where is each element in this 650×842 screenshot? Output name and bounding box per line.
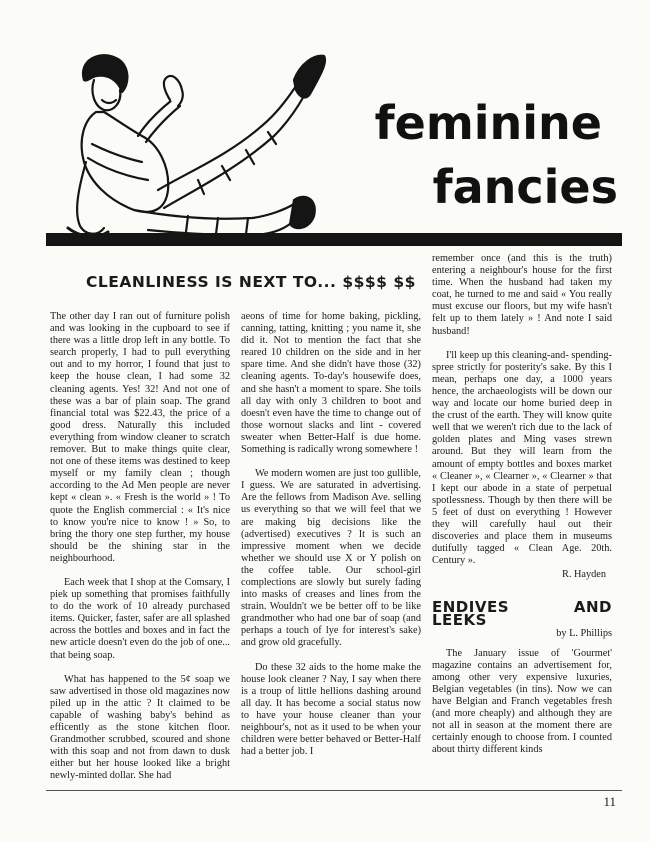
paragraph: aeons of time for home baking, pickling, canning, tatting, knitting ; you name it, she did it. Not to mention the fact that she reared 10 children on the side and in her spare time. And she didn't have those (32) cleaning agents. To-day's housewife does, and she hasn't a moment to spare. She toils all day with only 3 children to boot and doesn't even have the time to change out of those wornout slacks and lint - covered sweater when Better-Half is due home. Something is radically wrong somewhere ! (241, 311, 421, 456)
paragraph: Each week that I shop at the Comsary, I piek up something that promises faithfully to do the work of 10 already purchased items. Quicker, faster, safer are all splashed across the bottles and boxes and in fact the new article doesn't even do the job of one... that being soap. (50, 576, 230, 661)
text-column-3 (432, 253, 612, 769)
paragraph: remember once (and this is the truth) entering a neighbour's house for the first time. When the husband had taken my coat, he turned to me and said « You really must excuse our floors, but my wife hasn't felt up to them lately » ! And note I said husband! (432, 253, 612, 337)
header-rule (46, 233, 622, 246)
text-column-2 (241, 311, 421, 770)
signature: R. Hayden (561, 569, 606, 581)
footer-rule (46, 790, 622, 791)
paragraph: The other day I ran out of furniture polish and was looking in the cupboard to see if there was a little drop left in any bottle. To search properly, I had to pull everything out and to my horror, I found that just to keep the house clean, I had some 32 cleaning agents. Yes! 32! And not one of these was a bar of plain soap. The grand financial total was $22.43, the price of a good dress. Naturally this included everything from window cleaner to scratch remover. But to make things quite clear, not one of these items was destined to keep myself or my family clean ; though according to the Ad Men people are never kept « clean ». « Fresh is the world » ! To quote the English commercial : « It's nice to know you're nice to know ! » So, to bring the thory one step further, my house should be the shining star in the neighbourhood. (50, 311, 230, 564)
paragraph: What has happened to the 5¢ soap we saw advertised in those old magazines now piled up in the attic ? It claimed to be capable of washing baby's behind as efficently as the stone kitchen floor. Grandmother scrubbed, scoured and shone with this soap and not from dawn to dusk either but her house looked like a bright newly-minted dollar. She had (50, 673, 230, 782)
article-heading-2: ENDIVES AND LEEKS (432, 598, 612, 629)
text-column-1 (50, 311, 230, 794)
section-title-line1: feminine (374, 96, 602, 150)
paragraph: We modern women are just too gullible, I guess. We are saturated in advertising. Are the fellows from Madison Ave. selling us everything so that we will feel that we are making big decisions like the (advertised) executives ? It is such an impressive moment when we decide whether we should use X or Y polish on the coffee table. Our school-girl complections are slowly but surely fading into masks of creases and lines from the strain. Wouldn't we be better off to be like grandmother who had one bar of soap (and perhaps a touch of lye for interest's sake) and grow old gracefully. (241, 468, 421, 649)
paragraph: The January issue of 'Gourmet' magazine contains an advertisement for, among other very expensive luxuries, Belgian vegetables (in tins). Now we can have Belgian and Franch vegetables fresh (and more cheaply) and although they are not all in season at the moment there are certainly enough to choose from. I counted about thirty different kinds (432, 647, 612, 756)
article-heading: CLEANLINESS IS NEXT TO... $$$$ $$ (86, 273, 416, 291)
paragraph: Do these 32 aids to the home make the house look cleaner ? Nay, I say when there is a troup of little hellions dashing around all day. It has become a social status now to have your house cleaner than your neighbour's, not as it used to be when your children were better behaved or Better-Half had a better job. I (241, 661, 421, 758)
page-number: 11 (603, 794, 616, 809)
byline: by L. Phillips (556, 627, 612, 639)
woman-illustration (38, 40, 328, 252)
section-title-line2: fancies (432, 160, 618, 214)
paragraph: I'll keep up this cleaning-and- spending-spree strictly for posterity's sake. By this I mean, perhaps one day, a 1000 years hence, the archaeologists will be down our way and locate our home buried deep in the crust of the earth. They will know quite well that we weren't rich due to the lack of golden plates and Ming vases strewn around. But they will learn from the amount of empty bottles and boxes market « Cleaner », « Clearner », « Clearner » that I kept our abode in a state of perpetual spotlessness. Though by then there will be 5 feet of dust on everything ! However they will carefully haul out their discoveries and place them in museums dutifully tagged « Clean Age. 20th. Century ». (432, 349, 612, 567)
